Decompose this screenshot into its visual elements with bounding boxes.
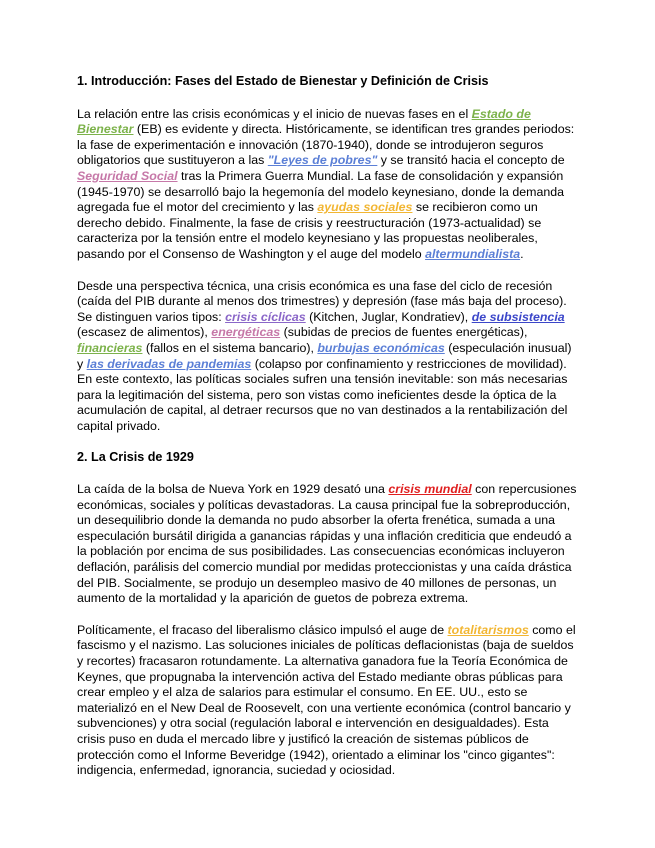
text-run: Políticamente, el fracaso del liberalismo clásico impulsó el auge de [77,622,448,637]
text-run: . [520,246,524,261]
keyword-link[interactable]: ayudas sociales [317,200,413,215]
text-run: La relación entre las crisis económicas y el inicio de nuevas fases en el [77,106,472,121]
keyword-link[interactable]: Estado de Bienestar [77,106,531,137]
keyword-link[interactable]: las derivadas de pandemias [86,356,252,371]
document-page [77,74,577,779]
text-run: (colapso por confinamiento y restricciones de movilidad). En este contexto, las políticas sociales sufren una tensión inevitable: son más necesarias para la legitimación del sistema, pero son vistas como ineficientes desde la óptica de la acumulación de capital, al detraer recursos que no van destinados a la rentabilización del capital privado. [77,356,568,433]
text-run: Desde una perspectiva técnica, una crisis económica es una fase del ciclo de recesión (caída del PIB durante al menos dos trimestres) y depresión (fase más baja del proceso). Se distinguen varios tipos: [77,278,567,324]
paragraph-respuesta-politica [77,623,577,779]
text-run: La caída de la bolsa de Nueva York en 1929 desató una [77,482,389,497]
keyword-link[interactable]: altermundialista [425,246,521,261]
keyword-link[interactable]: de subsistencia [471,309,565,324]
section-heading-introduccion: 1. Introducción: Fases del Estado de Bienestar y Definición de Crisis [77,74,489,88]
text-run: (subidas de precios de fuentes energéticas), [280,325,528,340]
keyword-link[interactable]: crisis mundial [388,482,472,497]
text-run: (escasez de alimentos), [77,325,212,340]
text-run: (EB) es evidente y directa. Históricamente, se identifican tres grandes periodos: la fase de experimentación e innovación (1870-1940), donde se introdujeron seguros obligatorios que sustituyeron a las [77,122,575,168]
section-heading-crisis-1929: 2. La Crisis de 1929 [77,450,194,465]
keyword-link[interactable]: financieras [77,340,143,355]
text-run: (fallos en el sistema bancario), [142,340,318,355]
text-run: con repercusiones económicas, sociales y políticas devastadoras. La causa principal fue la sobreproducción, un desequilibrio donde la demanda no pudo absorber la oferta frenética, sumada a una especulación bursátil dirigida a ganancias rápidas y una inflación crediticia que endeudó a la población por encima de sus posibilidades. Las consecuencias económicas incluyeron deflación, parálisis del comercio mundial por medidas proteccionistas y una caída drástica del PIB. Socialmente, se produjo un desempleo masivo de 40 millones de personas, un aumento de la mortalidad y la aparición de guetos de pobreza extrema. [77,482,577,606]
text-run: tras la Primera Guerra Mundial. La fase de consolidación y expansión (1945-1970) se desarrolló bajo la hegemonía del modelo keynesiano, donde la demanda agregada fue el motor del crecimiento y las [77,168,565,215]
keyword-link[interactable]: Seguridad Social [77,168,178,183]
keyword-link[interactable]: crisis cíclicas [225,309,306,324]
paragraph-causas-1929 [77,482,577,607]
keyword-link[interactable]: burbujas económicas [317,340,445,355]
text-run: (Kitchen, Juglar, Kondratiev), [305,309,472,324]
text-run: y se transitó hacia el concepto de [377,153,565,168]
text-run: (especulación inusual) y [77,340,572,371]
paragraph-estado-bienestar [77,107,577,263]
keyword-link[interactable]: totalitarismos [447,622,529,637]
keyword-link[interactable]: energéticas [211,325,281,340]
keyword-link[interactable]: "Leyes de pobres" [267,153,378,168]
text-run: como el fascismo y el nazismo. Las soluciones iniciales de políticas deflacionistas (baja de sueldos y recortes) fracasaron rotundamente. La alternativa ganadora fue la Teoría Económica de Keynes, que propugnaba la intervención activa del Estado mediante obras públicas para crear empleo y el alza de salarios para estimular el consumo. En EE. UU., esto se materializó en el New Deal de Roosevelt, con una vertiente económica (control bancario y subvenciones) y otra social (regulación laboral e intervención en desigualdades). Esta crisis puso en duda el mercado libre y justificó la creación de sistemas públicos de protección como el Informe Beveridge (1942), orientado a eliminar los "cinco gigantes": indigencia, enfermedad, ignorancia, suciedad y ociosidad. [77,622,576,778]
paragraph-definicion-crisis [77,279,577,435]
text-run: se recibieron como un derecho debido. Finalmente, la fase de crisis y reestructuración (1973-actualidad) se caracteriza por la tensión entre el modelo keynesiano y las propuestas neoliberales, pasando por el Consenso de Washington y el auge del modelo [77,200,542,261]
